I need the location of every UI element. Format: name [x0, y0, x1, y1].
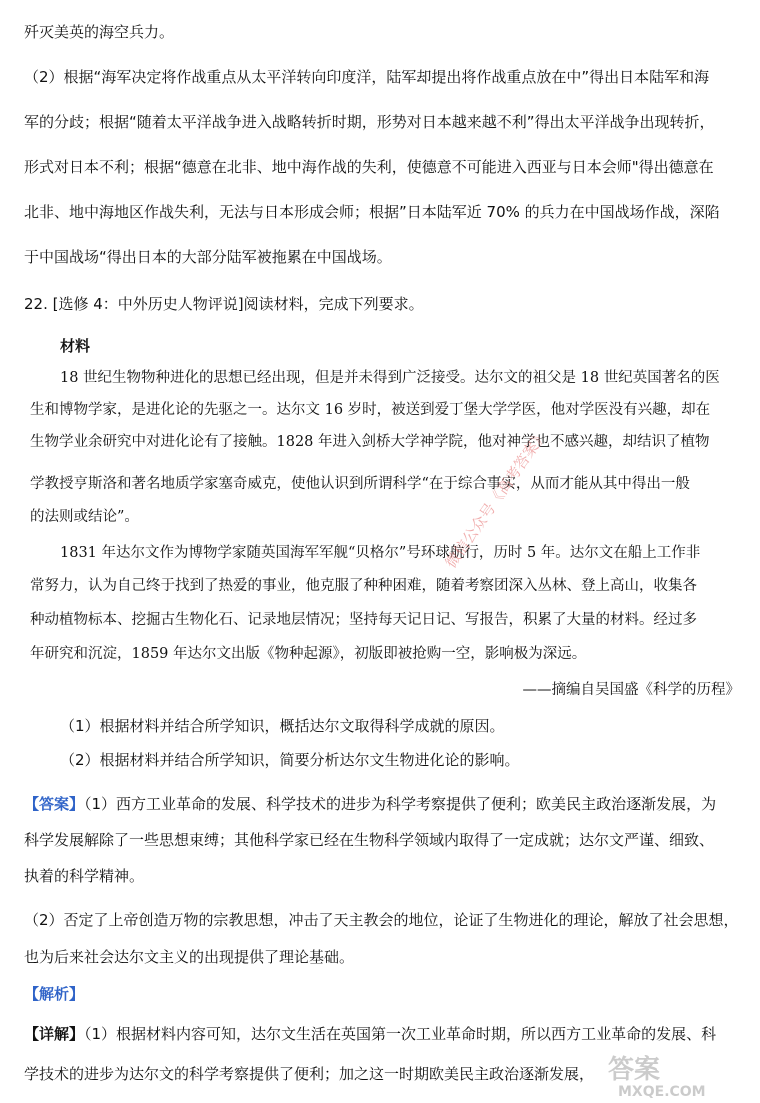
text-line: （2）根据“海军决定将作战重点从太平洋转向印度洋，陆军却提出将作战重点放在中”得出日本陆军和海: [24, 68, 710, 86]
material-line: 常努力，认为自己终于找到了热爱的事业，他克服了种种困难，随着考察团深入丛林、登上高山，收集各: [30, 578, 697, 594]
analysis-label-text: 【解析】: [24, 985, 85, 1003]
answer-line: 执着的科学精神。: [24, 867, 145, 885]
material-label: 材料: [60, 337, 91, 355]
sub-question-1: （1）根据材料并结合所学知识，概括达尔文取得科学成就的原因。: [60, 717, 505, 735]
material-line: 1831 年达尔文作为博物学家随英国海军军舰“贝格尔”号环球航行，历时 5 年。达尔文在船上工作非: [60, 545, 701, 561]
text-line: 军的分歧；根据“随着太平洋战争进入战略转折时期，形势对日本越来越不利”得出太平洋战争出现转折，: [24, 113, 715, 131]
answer-line-1: [24, 794, 716, 814]
answer-label: 【答案】: [24, 795, 85, 813]
detail-label: 【详解】: [24, 1025, 85, 1043]
watermark-text: 微信公众号《高考答案》: [441, 425, 552, 572]
material-source: ——摘编自吴国盛《科学的历程》: [522, 682, 740, 698]
text-line: 于中国战场“得出日本的大部分陆军被拖累在中国战场。: [24, 248, 392, 266]
material-line: 年研究和沉淀，1859 年达尔文出版《物种起源》，初版即被抢购一空，影响极为深远。: [30, 646, 587, 662]
text-line: 北非、地中海地区作战失利，无法与日本形成会师；根据”日本陆军近 70% 的兵力在中国战场作战，深陷: [24, 203, 720, 221]
answer-text: （1）西方工业革命的发展、科学技术的进步为科学考察提供了便利；欧美民主政治逐渐发展，为: [84, 795, 717, 813]
answer-line: 科学发展解除了一些思想束缚；其他科学家已经在生物科学领域内取得了一定成就；达尔文严谨、细致、: [24, 831, 715, 849]
watermark-logo: [588, 1050, 754, 1100]
answer-line: 也为后来社会达尔文主义的出现提供了理论基础。: [24, 948, 355, 966]
question-title: 22. [选修 4：中外历史人物评说]阅读材料，完成下列要求。: [24, 295, 424, 313]
text-line: 歼灭美英的海空兵力。: [24, 23, 175, 41]
answer-line: （2）否定了上帝创造万物的宗教思想，冲击了天主教会的地位，论证了生物进化的理论，解放了社会思想，: [24, 911, 739, 929]
detail-line: 学技术的进步为达尔文的科学考察提供了便利；加之这一时期欧美民主政治逐渐发展，: [24, 1065, 595, 1083]
analysis-label: [24, 984, 84, 1004]
detail-line-1: [24, 1024, 716, 1044]
text-line: 形式对日本不利；根据“德意在北非、地中海作战的失利，使德意不可能进入西亚与日本会师"得出德意在: [24, 158, 714, 176]
material-line: 种动植物标本、挖掘古生物化石、记录地层情况；坚持每天记日记、写报告，积累了大量的材料。经过多: [30, 612, 697, 628]
material-line: 的法则或结论”。: [30, 509, 139, 525]
material-line: 学教授亨斯洛和著名地质学家塞奇威克，使他认识到所谓科学“在于综合事实，从而才能从其中得出一般: [30, 476, 690, 492]
watermark-logo-bottom: MXQE.COM: [618, 1084, 706, 1100]
sub-question-2: （2）根据材料并结合所学知识，简要分析达尔文生物进化论的影响。: [60, 751, 520, 769]
material-line: 生和博物学家，是进化论的先驱之一。达尔文 16 岁时，被送到爱丁堡大学学医，他对学医没有兴趣，却在: [30, 402, 711, 418]
detail-text: （1）根据材料内容可知，达尔文生活在英国第一次工业革命时期，所以西方工业革命的发展、科: [84, 1025, 717, 1043]
watermark-logo-top: 答案: [608, 1055, 661, 1085]
material-line: 18 世纪生物物种进化的思想已经出现，但是并未得到广泛接受。达尔文的祖父是 18 世纪英国著名的医: [60, 370, 720, 386]
material-line: 生物学业余研究中对进化论有了接触。1828 年进入剑桥大学神学院，他对神学也不感兴趣，却结识了植物: [30, 434, 710, 450]
